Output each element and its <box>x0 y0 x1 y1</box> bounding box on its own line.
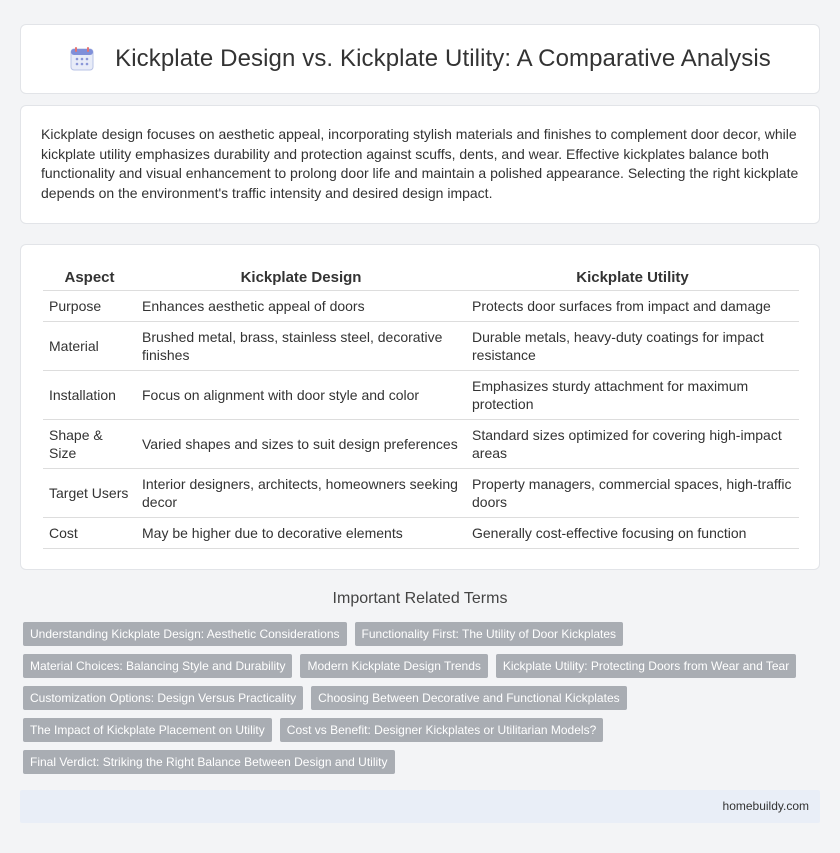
tag-row <box>23 622 813 646</box>
row-aspect: Material <box>43 322 136 371</box>
intro-card <box>20 105 820 224</box>
related-term-tag[interactable]: Understanding Kickplate Design: Aesthetic Considerations <box>23 622 347 646</box>
tag-row <box>23 718 813 742</box>
related-term-tag[interactable]: Choosing Between Decorative and Functional Kickplates <box>311 686 627 710</box>
intro-paragraph: Kickplate design focuses on aesthetic appeal, incorporating stylish materials and finishes to complement door decor, while kickplate utility emphasizes durability and protection against scuffs, dents, and wear. Effective kickplates balance both functionality and visual enhancement to prolong door life and maintain a polished appearance. Selecting the right kickplate depends on the environment's traffic intensity and desired design impact. <box>41 126 799 201</box>
related-term-tag[interactable]: Material Choices: Balancing Style and Durability <box>23 654 292 678</box>
row-aspect: Purpose <box>43 291 136 322</box>
row-design: Varied shapes and sizes to suit design preferences <box>136 420 466 469</box>
related-terms-heading: Important Related Terms <box>332 590 508 607</box>
row-aspect: Cost <box>43 518 136 549</box>
header-aspect: Aspect <box>43 265 136 291</box>
tag-row <box>23 750 813 774</box>
table-row <box>43 371 799 420</box>
row-design: Interior designers, architects, homeowners seeking decor <box>136 469 466 518</box>
table-row <box>43 420 799 469</box>
title-card <box>20 24 820 94</box>
row-utility: Standard sizes optimized for covering high-impact areas <box>466 420 799 469</box>
header-utility: Kickplate Utility <box>466 265 799 291</box>
footer <box>20 790 820 823</box>
related-term-tag[interactable]: The Impact of Kickplate Placement on Utility <box>23 718 272 742</box>
header-design: Kickplate Design <box>136 265 466 291</box>
row-aspect: Installation <box>43 371 136 420</box>
row-utility: Emphasizes sturdy attachment for maximum protection <box>466 371 799 420</box>
row-utility: Generally cost-effective focusing on function <box>466 518 799 549</box>
tag-row <box>23 686 813 710</box>
calendar-icon <box>69 46 95 72</box>
table-row <box>43 291 799 322</box>
page-title: Kickplate Design vs. Kickplate Utility: A Comparative Analysis <box>115 45 771 72</box>
row-design: May be higher due to decorative elements <box>136 518 466 549</box>
row-utility: Property managers, commercial spaces, high-traffic doors <box>466 469 799 518</box>
row-utility: Protects door surfaces from impact and damage <box>466 291 799 322</box>
table-row <box>43 469 799 518</box>
related-term-tag[interactable]: Final Verdict: Striking the Right Balance Between Design and Utility <box>23 750 395 774</box>
table-row <box>43 518 799 549</box>
related-terms-list <box>23 622 813 782</box>
row-aspect: Shape & Size <box>43 420 136 469</box>
related-term-tag[interactable]: Modern Kickplate Design Trends <box>300 654 487 678</box>
comparison-table <box>43 265 799 549</box>
row-aspect: Target Users <box>43 469 136 518</box>
related-term-tag[interactable]: Functionality First: The Utility of Door Kickplates <box>355 622 624 646</box>
row-design: Brushed metal, brass, stainless steel, decorative finishes <box>136 322 466 371</box>
tag-row <box>23 654 813 678</box>
row-design: Focus on alignment with door style and color <box>136 371 466 420</box>
related-term-tag[interactable]: Kickplate Utility: Protecting Doors from Wear and Tear <box>496 654 796 678</box>
row-utility: Durable metals, heavy-duty coatings for impact resistance <box>466 322 799 371</box>
table-header-row <box>43 265 799 291</box>
table-row <box>43 322 799 371</box>
related-term-tag[interactable]: Customization Options: Design Versus Practicality <box>23 686 303 710</box>
related-term-tag[interactable]: Cost vs Benefit: Designer Kickplates or Utilitarian Models? <box>280 718 603 742</box>
comparison-card <box>20 244 820 570</box>
footer-site-link[interactable]: homebuildy.com <box>722 799 809 813</box>
row-design: Enhances aesthetic appeal of doors <box>136 291 466 322</box>
